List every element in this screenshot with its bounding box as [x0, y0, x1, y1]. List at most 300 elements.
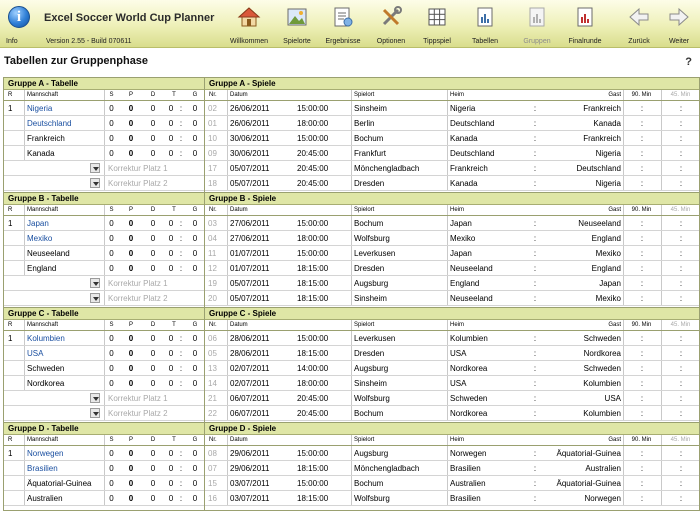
team-rank: 1: [8, 334, 13, 343]
app-version: Version 2.55 - Build 070611: [46, 38, 132, 45]
score-input-45[interactable]: [661, 376, 699, 390]
score-input-90[interactable]: [623, 476, 659, 490]
team-t: 0: [168, 494, 174, 503]
toolbar-button-optionen[interactable]: [376, 5, 406, 47]
game-nr: 07: [208, 464, 217, 473]
game-vs-sep: :: [533, 279, 537, 288]
correction-row[interactable]: [4, 161, 204, 176]
correction-label: Korrektur Platz 2: [104, 406, 204, 420]
score-input-45[interactable]: [661, 476, 699, 490]
game-time: 18:15:00: [297, 349, 329, 358]
toolbar-button-zurueck[interactable]: [624, 5, 654, 47]
score-input-45[interactable]: [661, 161, 699, 175]
score-sep: :: [640, 249, 644, 258]
col-s: S: [104, 320, 118, 330]
group-games-panel: [204, 422, 700, 511]
team-rank: 1: [8, 219, 13, 228]
game-home: Deutschland: [447, 146, 531, 160]
score-input-45[interactable]: [661, 346, 699, 360]
team-name[interactable]: Deutschland: [24, 116, 102, 130]
score-input-90[interactable]: [623, 491, 659, 505]
table-row: [4, 346, 204, 361]
score-input-45[interactable]: [661, 446, 699, 460]
team-d: 0: [150, 219, 156, 228]
col-d: D: [150, 322, 156, 328]
score-input-90[interactable]: [623, 261, 659, 275]
game-away: England: [591, 234, 621, 243]
score-input-45[interactable]: [661, 291, 699, 305]
toolbar-button-gruppen[interactable]: [522, 5, 552, 47]
score-input-45[interactable]: [661, 361, 699, 375]
group-games-panel: [204, 77, 700, 198]
game-home: Kolumbien: [447, 331, 531, 345]
score-sep: :: [679, 164, 683, 173]
score-input-45[interactable]: [661, 331, 699, 345]
score-sep: :: [679, 364, 683, 373]
score-input-90[interactable]: [623, 276, 659, 290]
team-g: 0: [192, 119, 198, 128]
game-row: [205, 261, 699, 276]
group-games-title: Gruppe B - Spiele: [205, 193, 699, 205]
team-t: 0: [168, 104, 174, 113]
games-column-header: [205, 435, 699, 446]
score-input-45[interactable]: [661, 406, 699, 420]
table-row: [4, 446, 204, 461]
game-venue: Sinsheim: [351, 101, 445, 115]
team-s: 0: [104, 331, 118, 345]
team-rank: [8, 346, 18, 360]
score-input-90[interactable]: [623, 446, 659, 460]
col-rank: R: [8, 437, 13, 443]
table-row: [4, 376, 204, 391]
team-s: 0: [104, 261, 118, 275]
score-input-90[interactable]: [623, 246, 659, 260]
correction-label: Korrektur Platz 1: [104, 276, 204, 290]
toolbar-button-tabellen[interactable]: [470, 5, 500, 47]
game-venue: Leverkusen: [351, 246, 445, 260]
col-home: Heim: [447, 435, 527, 445]
correction-row[interactable]: [4, 406, 204, 421]
game-home: England: [447, 276, 531, 290]
score-input-45[interactable]: [661, 116, 699, 130]
game-row: [205, 101, 699, 116]
game-nr: 14: [208, 379, 217, 388]
team-t: 0: [168, 119, 174, 128]
team-name[interactable]: Brasilien: [24, 461, 102, 475]
team-d: 0: [150, 249, 156, 258]
game-vs-sep: :: [533, 234, 537, 243]
group-table-panel: [3, 77, 205, 198]
score-input-90[interactable]: [623, 231, 659, 245]
chevron-down-icon[interactable]: [90, 293, 100, 303]
game-away: Mexiko: [595, 249, 621, 258]
col-p: P: [128, 92, 133, 98]
col-nr: Nr.: [209, 437, 217, 443]
game-row: [205, 146, 699, 161]
team-t: 0: [168, 379, 174, 388]
score-sep: :: [640, 279, 644, 288]
game-vs-sep: :: [533, 394, 537, 403]
team-name: Australien: [24, 491, 102, 505]
score-sep: :: [640, 294, 644, 303]
game-time: 18:15:00: [297, 264, 329, 273]
score-input-90[interactable]: [623, 101, 659, 115]
toolbar-button-willkommen[interactable]: [229, 5, 269, 47]
game-row: [205, 461, 699, 476]
team-name: Kanada: [24, 146, 102, 160]
score-input-90[interactable]: [623, 131, 659, 145]
game-date: 05/07/2011: [227, 276, 293, 290]
correction-row[interactable]: [4, 176, 204, 191]
game-vs-sep: :: [533, 264, 537, 273]
help-button[interactable]: ?: [685, 56, 692, 68]
score-input-90[interactable]: [623, 176, 659, 190]
team-rank: [8, 131, 18, 145]
col-away: Gast: [608, 207, 621, 213]
col-s: S: [104, 205, 118, 215]
chevron-down-icon[interactable]: [90, 393, 100, 403]
score-input-90[interactable]: [623, 146, 659, 160]
team-name[interactable]: Norwegen: [24, 446, 102, 460]
team-sep: :: [179, 364, 183, 373]
chevron-down-icon[interactable]: [90, 278, 100, 288]
team-t: 0: [168, 449, 174, 458]
score-input-45[interactable]: [661, 176, 699, 190]
team-name[interactable]: Nigeria: [24, 101, 102, 115]
team-p: 0: [128, 494, 134, 503]
score-input-45[interactable]: [661, 216, 699, 230]
score-sep: :: [640, 479, 644, 488]
team-rank: [8, 361, 18, 375]
game-away: Kolumbien: [583, 409, 621, 418]
col-home: Heim: [447, 320, 527, 330]
col-home: Heim: [447, 90, 527, 100]
game-date: 26/06/2011: [227, 116, 293, 130]
score-sep: :: [640, 164, 644, 173]
team-name[interactable]: USA: [24, 346, 102, 360]
score-input-90[interactable]: [623, 331, 659, 345]
team-sep: :: [179, 149, 183, 158]
col-away: Gast: [608, 92, 621, 98]
score-input-45[interactable]: [661, 461, 699, 475]
team-sep: :: [179, 464, 183, 473]
col-d: D: [150, 207, 156, 213]
group-table-panel: [3, 307, 205, 428]
toolbar-label: Ergebnisse: [325, 38, 361, 45]
score-input-90[interactable]: [623, 216, 659, 230]
game-date: 05/07/2011: [227, 291, 293, 305]
score-sep: :: [640, 449, 644, 458]
game-home: Deutschland: [447, 116, 531, 130]
col-venue: Spielort: [351, 90, 431, 100]
team-d: 0: [150, 134, 156, 143]
game-time: 18:15:00: [297, 279, 329, 288]
score-input-45[interactable]: [661, 146, 699, 160]
score-sep: :: [679, 494, 683, 503]
game-time: 20:45:00: [297, 409, 329, 418]
game-time: 20:45:00: [297, 394, 329, 403]
team-d: 0: [150, 104, 156, 113]
final-chart-icon: [573, 5, 597, 29]
score-sep: :: [679, 234, 683, 243]
team-g: 0: [192, 134, 198, 143]
correction-row[interactable]: [4, 291, 204, 306]
team-t: 0: [168, 349, 174, 358]
team-p: 0: [128, 104, 134, 113]
col-90min: 90. Min: [623, 205, 659, 215]
score-input-90[interactable]: [623, 406, 659, 420]
toolbar-label: Spielorte: [283, 38, 311, 45]
score-sep: :: [679, 249, 683, 258]
info-label: Info: [6, 38, 18, 45]
team-s: 0: [104, 476, 118, 490]
col-45min: 45. Min: [661, 320, 699, 330]
game-venue: Mönchengladbach: [351, 161, 445, 175]
score-input-90[interactable]: [623, 291, 659, 305]
team-rank: [8, 461, 18, 475]
team-sep: :: [179, 349, 183, 358]
table-row: [4, 231, 204, 246]
correction-row[interactable]: [4, 391, 204, 406]
score-sep: :: [679, 464, 683, 473]
game-away: Äquatorial-Guinea: [556, 449, 621, 458]
team-sep: :: [179, 379, 183, 388]
team-t: 0: [168, 134, 174, 143]
table-row: [4, 261, 204, 276]
game-row: [205, 131, 699, 146]
score-input-90[interactable]: [623, 161, 659, 175]
score-sep: :: [640, 179, 644, 188]
team-name[interactable]: Japan: [24, 216, 102, 230]
game-vs-sep: :: [533, 164, 537, 173]
score-input-90[interactable]: [623, 461, 659, 475]
toolbar-label: Gruppen: [523, 38, 551, 45]
team-t: 0: [168, 264, 174, 273]
score-sep: :: [640, 134, 644, 143]
col-nr: Nr.: [209, 92, 217, 98]
col-rank: R: [8, 207, 13, 213]
game-date: 03/07/2011: [227, 491, 293, 505]
toolbar-button-ergebnisse[interactable]: [325, 5, 361, 47]
score-sep: :: [679, 294, 683, 303]
team-name[interactable]: Kolumbien: [24, 331, 102, 345]
team-d: 0: [150, 464, 156, 473]
game-nr: 13: [208, 364, 217, 373]
score-input-45[interactable]: [661, 101, 699, 115]
col-venue: Spielort: [351, 320, 431, 330]
team-rank: 1: [8, 449, 13, 458]
game-home: Schweden: [447, 391, 531, 405]
team-name[interactable]: Mexiko: [24, 231, 102, 245]
game-time: 18:00:00: [297, 379, 329, 388]
game-away: Mexiko: [595, 294, 621, 303]
info-button[interactable]: [8, 6, 30, 36]
grid-icon: [425, 5, 449, 29]
col-90min: 90. Min: [623, 90, 659, 100]
score-input-90[interactable]: [623, 346, 659, 360]
game-time: 18:15:00: [297, 494, 329, 503]
team-g: 0: [192, 334, 198, 343]
game-nr: 09: [208, 149, 217, 158]
game-date: 28/06/2011: [227, 346, 293, 360]
team-t: 0: [168, 364, 174, 373]
game-row: [205, 346, 699, 361]
score-input-45[interactable]: [661, 276, 699, 290]
game-nr: 17: [208, 164, 217, 173]
game-home: Kanada: [447, 131, 531, 145]
col-90min: 90. Min: [623, 435, 659, 445]
score-sep: :: [640, 264, 644, 273]
score-sep: :: [679, 119, 683, 128]
table-column-header: [4, 205, 204, 216]
team-p: 0: [128, 364, 134, 373]
team-g: 0: [192, 479, 198, 488]
correction-row[interactable]: [4, 276, 204, 291]
score-input-90[interactable]: [623, 391, 659, 405]
team-p: 0: [128, 234, 134, 243]
team-p: 0: [128, 219, 134, 228]
score-input-90[interactable]: [623, 116, 659, 130]
team-rank: 1: [8, 104, 13, 113]
game-row: [205, 116, 699, 131]
game-vs-sep: :: [533, 449, 537, 458]
game-vs-sep: :: [533, 149, 537, 158]
score-input-45[interactable]: [661, 261, 699, 275]
game-nr: 22: [208, 409, 217, 418]
game-row: [205, 361, 699, 376]
page-title: Tabellen zur Gruppenphase: [4, 55, 149, 67]
game-date: 29/06/2011: [227, 446, 293, 460]
game-nr: 16: [208, 494, 217, 503]
team-rank: [8, 491, 18, 505]
team-s: 0: [104, 146, 118, 160]
col-away: Gast: [608, 322, 621, 328]
correction-label: Korrektur Platz 1: [104, 161, 204, 175]
game-home: Japan: [447, 216, 531, 230]
game-away: Äquatorial-Guinea: [556, 479, 621, 488]
col-t: T: [172, 322, 176, 328]
team-p: 0: [128, 119, 134, 128]
game-away: Japan: [599, 279, 621, 288]
table-column-header: [4, 320, 204, 331]
col-away: Gast: [608, 437, 621, 443]
team-s: 0: [104, 101, 118, 115]
table-row: [4, 246, 204, 261]
correction-label: Korrektur Platz 1: [104, 391, 204, 405]
game-venue: Dresden: [351, 346, 445, 360]
game-vs-sep: :: [533, 179, 537, 188]
team-d: 0: [150, 264, 156, 273]
group-games-panel: [204, 192, 700, 313]
score-sep: :: [640, 364, 644, 373]
col-45min: 45. Min: [661, 205, 699, 215]
game-nr: 11: [208, 249, 217, 258]
game-home: Nordkorea: [447, 361, 531, 375]
game-row: [205, 331, 699, 346]
toolbar-button-spielorte[interactable]: [282, 5, 312, 47]
game-row: [205, 176, 699, 191]
score-sep: :: [640, 464, 644, 473]
score-input-45[interactable]: [661, 231, 699, 245]
team-p: 0: [128, 464, 134, 473]
score-sep: :: [679, 449, 683, 458]
game-date: 06/07/2011: [227, 406, 293, 420]
game-nr: 18: [208, 179, 217, 188]
game-time: 18:00:00: [297, 119, 329, 128]
table-row: [4, 116, 204, 131]
team-p: 0: [128, 134, 134, 143]
col-team: Mannschaft: [24, 320, 94, 330]
team-rank: [8, 116, 18, 130]
team-s: 0: [104, 446, 118, 460]
game-venue: Augsburg: [351, 361, 445, 375]
results-sheet-icon: [331, 5, 355, 29]
team-d: 0: [150, 334, 156, 343]
game-date: 01/07/2011: [227, 246, 293, 260]
game-row: [205, 231, 699, 246]
game-date: 03/07/2011: [227, 476, 293, 490]
col-g: G: [192, 92, 198, 98]
team-t: 0: [168, 219, 174, 228]
game-venue: Wolfsburg: [351, 491, 445, 505]
score-input-45[interactable]: [661, 491, 699, 505]
team-s: 0: [104, 376, 118, 390]
score-input-45[interactable]: [661, 391, 699, 405]
col-date: Datum: [227, 435, 297, 445]
team-g: 0: [192, 379, 198, 388]
col-team: Mannschaft: [24, 90, 94, 100]
team-s: 0: [104, 361, 118, 375]
team-s: 0: [104, 491, 118, 505]
score-sep: :: [679, 349, 683, 358]
team-t: 0: [168, 334, 174, 343]
score-sep: :: [640, 349, 644, 358]
game-vs-sep: :: [533, 349, 537, 358]
game-date: 27/06/2011: [227, 231, 293, 245]
toolbar-button-weiter[interactable]: [664, 5, 694, 47]
game-home: Mexiko: [447, 231, 531, 245]
team-sep: :: [179, 134, 183, 143]
team-p: 0: [128, 479, 134, 488]
toolbar-button-tippspiel[interactable]: [422, 5, 452, 47]
game-away: Nigeria: [595, 149, 621, 158]
chevron-down-icon[interactable]: [90, 178, 100, 188]
chevron-down-icon[interactable]: [90, 163, 100, 173]
game-away: Frankreich: [583, 134, 621, 143]
team-rank: [8, 231, 18, 245]
team-sep: :: [179, 219, 183, 228]
score-input-90[interactable]: [623, 376, 659, 390]
team-rank: [8, 376, 18, 390]
col-p: P: [128, 437, 133, 443]
game-nr: 05: [208, 349, 217, 358]
toolbar-button-finalrunde[interactable]: [570, 5, 600, 47]
score-input-45[interactable]: [661, 246, 699, 260]
col-s: S: [104, 435, 118, 445]
game-date: 26/06/2011: [227, 101, 293, 115]
score-input-90[interactable]: [623, 361, 659, 375]
table-row: [4, 491, 204, 506]
chevron-down-icon[interactable]: [90, 408, 100, 418]
score-input-45[interactable]: [661, 131, 699, 145]
game-vs-sep: :: [533, 364, 537, 373]
team-g: 0: [192, 494, 198, 503]
team-sep: :: [179, 104, 183, 113]
game-venue: Bochum: [351, 406, 445, 420]
game-away: Deutschland: [576, 164, 621, 173]
game-row: [205, 391, 699, 406]
group-games-title: Gruppe A - Spiele: [205, 78, 699, 90]
